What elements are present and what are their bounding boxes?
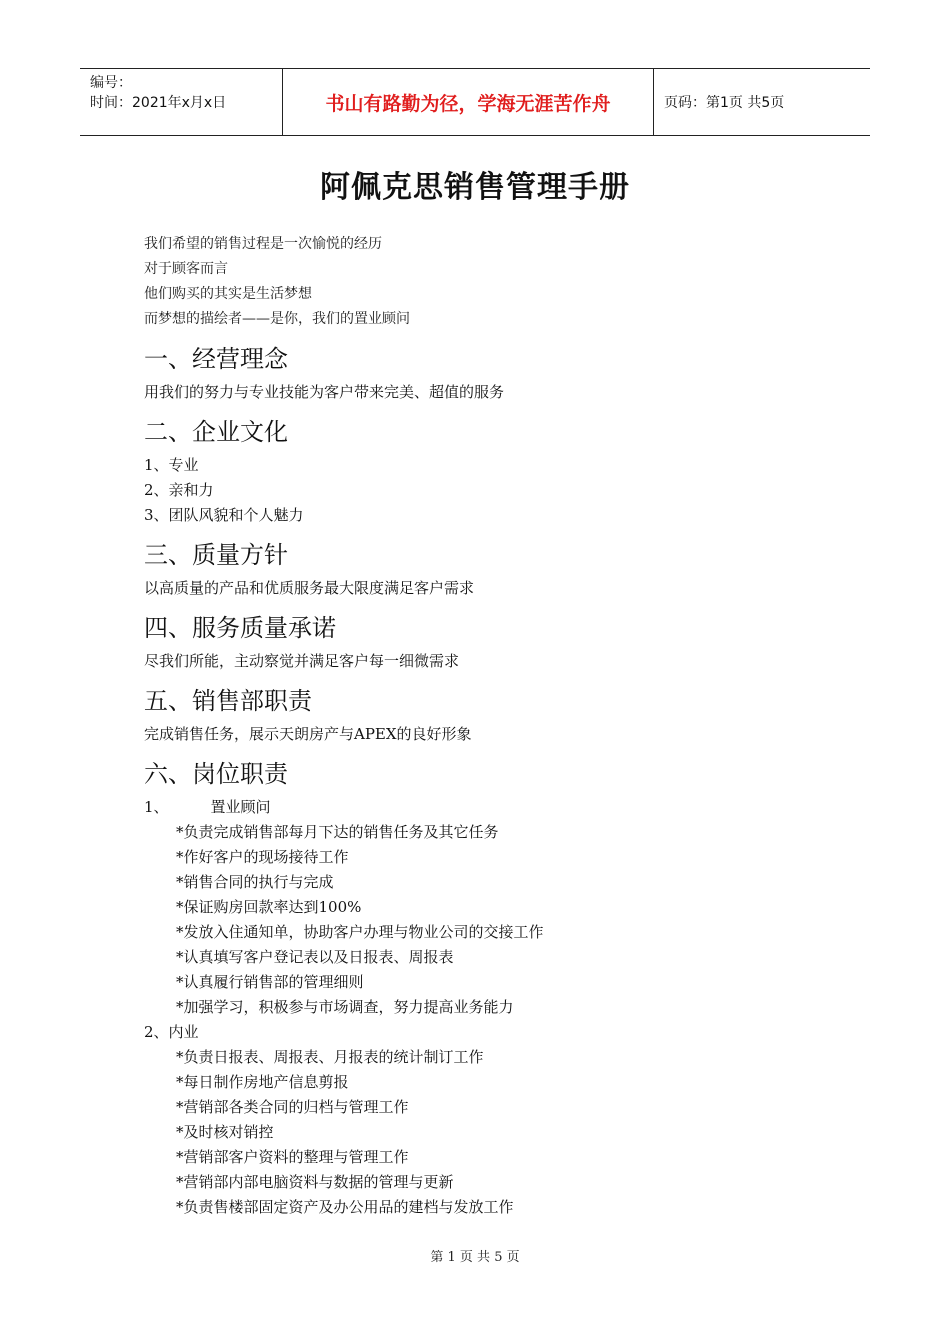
duty-item: *保证购房回款率达到100% [176,898,362,916]
section-heading-culture: 二、企业文化 [144,418,288,446]
duty-item: *每日制作房地产信息剪报 [176,1073,349,1091]
section-text-sales-duty: 完成销售任务，展示天朗房产与APEX的良好形象 [144,725,472,743]
role-title: 2、内业 [144,1023,199,1041]
page-footer: 第 1 页 共 5 页 [430,1250,520,1265]
header-meta [80,69,282,135]
section-text-service: 尽我们所能，主动察觉并满足客户每一细微需求 [144,652,460,670]
duty-item: *加强学习，积极参与市场调查，努力提高业务能力 [176,998,514,1016]
duty-item: *认真履行销售部的管理细则 [176,973,364,991]
duty-item: *营销部客户资料的整理与管理工作 [176,1148,409,1166]
section-text-quality: 以高质量的产品和优质服务最大限度满足客户需求 [144,579,475,597]
motto-text: 书山有路勤为径，学海无涯苦作舟 [325,92,611,115]
section-heading-service: 四、服务质量承诺 [144,614,336,642]
section-heading-philosophy: 一、经营理念 [144,345,288,373]
header-page-info [654,69,870,135]
poem-line: 而梦想的描绘者——是你，我们的置业顾问 [144,311,410,327]
poem-line: 对于顾客而言 [144,261,228,277]
header-table [80,68,870,136]
culture-item: 3、团队风貌和个人魅力 [144,506,304,524]
poem-line: 我们希望的销售过程是一次愉悦的经历 [144,236,382,252]
culture-item: 1、专业 [144,456,199,474]
document-title: 阿佩克思销售管理手册 [320,170,630,205]
duty-item: *负责售楼部固定资产及办公用品的建档与发放工作 [176,1198,514,1216]
section-heading-positions: 六、岗位职责 [144,760,288,788]
time-label: 时间：2021年x月x日 [90,95,227,111]
duty-item: *负责完成销售部每月下达的销售任务及其它任务 [176,823,499,841]
document-body [144,232,864,1220]
intro-poem [144,232,864,332]
duty-item: *负责日报表、周报表、月报表的统计制订工作 [176,1048,484,1066]
number-label: 编号： [90,75,132,91]
culture-item: 2、亲和力 [144,481,214,499]
role-name: 置业顾问 [210,798,271,816]
duty-item: *营销部内部电脑资料与数据的管理与更新 [176,1173,454,1191]
duty-item: *作好客户的现场接待工作 [176,848,349,866]
poem-line: 他们购买的其实是生活梦想 [144,286,312,302]
duty-item: *认真填写客户登记表以及日报表、周报表 [176,948,454,966]
role-title [144,795,864,820]
header-motto [282,69,654,135]
duty-item: *销售合同的执行与完成 [176,873,334,891]
duty-item: *及时核对销控 [176,1123,274,1141]
section-heading-quality: 三、质量方针 [144,541,288,569]
section-text-philosophy: 用我们的努力与专业技能为客户带来完美、超值的服务 [144,383,505,401]
duty-item: *营销部各类合同的归档与管理工作 [176,1098,409,1116]
role-number: 1、 [144,798,169,816]
duty-item: *发放入住通知单，协助客户办理与物业公司的交接工作 [176,923,544,941]
page-info-text: 页码：第1页 共5页 [664,95,785,111]
section-heading-sales-duty: 五、销售部职责 [144,687,312,715]
